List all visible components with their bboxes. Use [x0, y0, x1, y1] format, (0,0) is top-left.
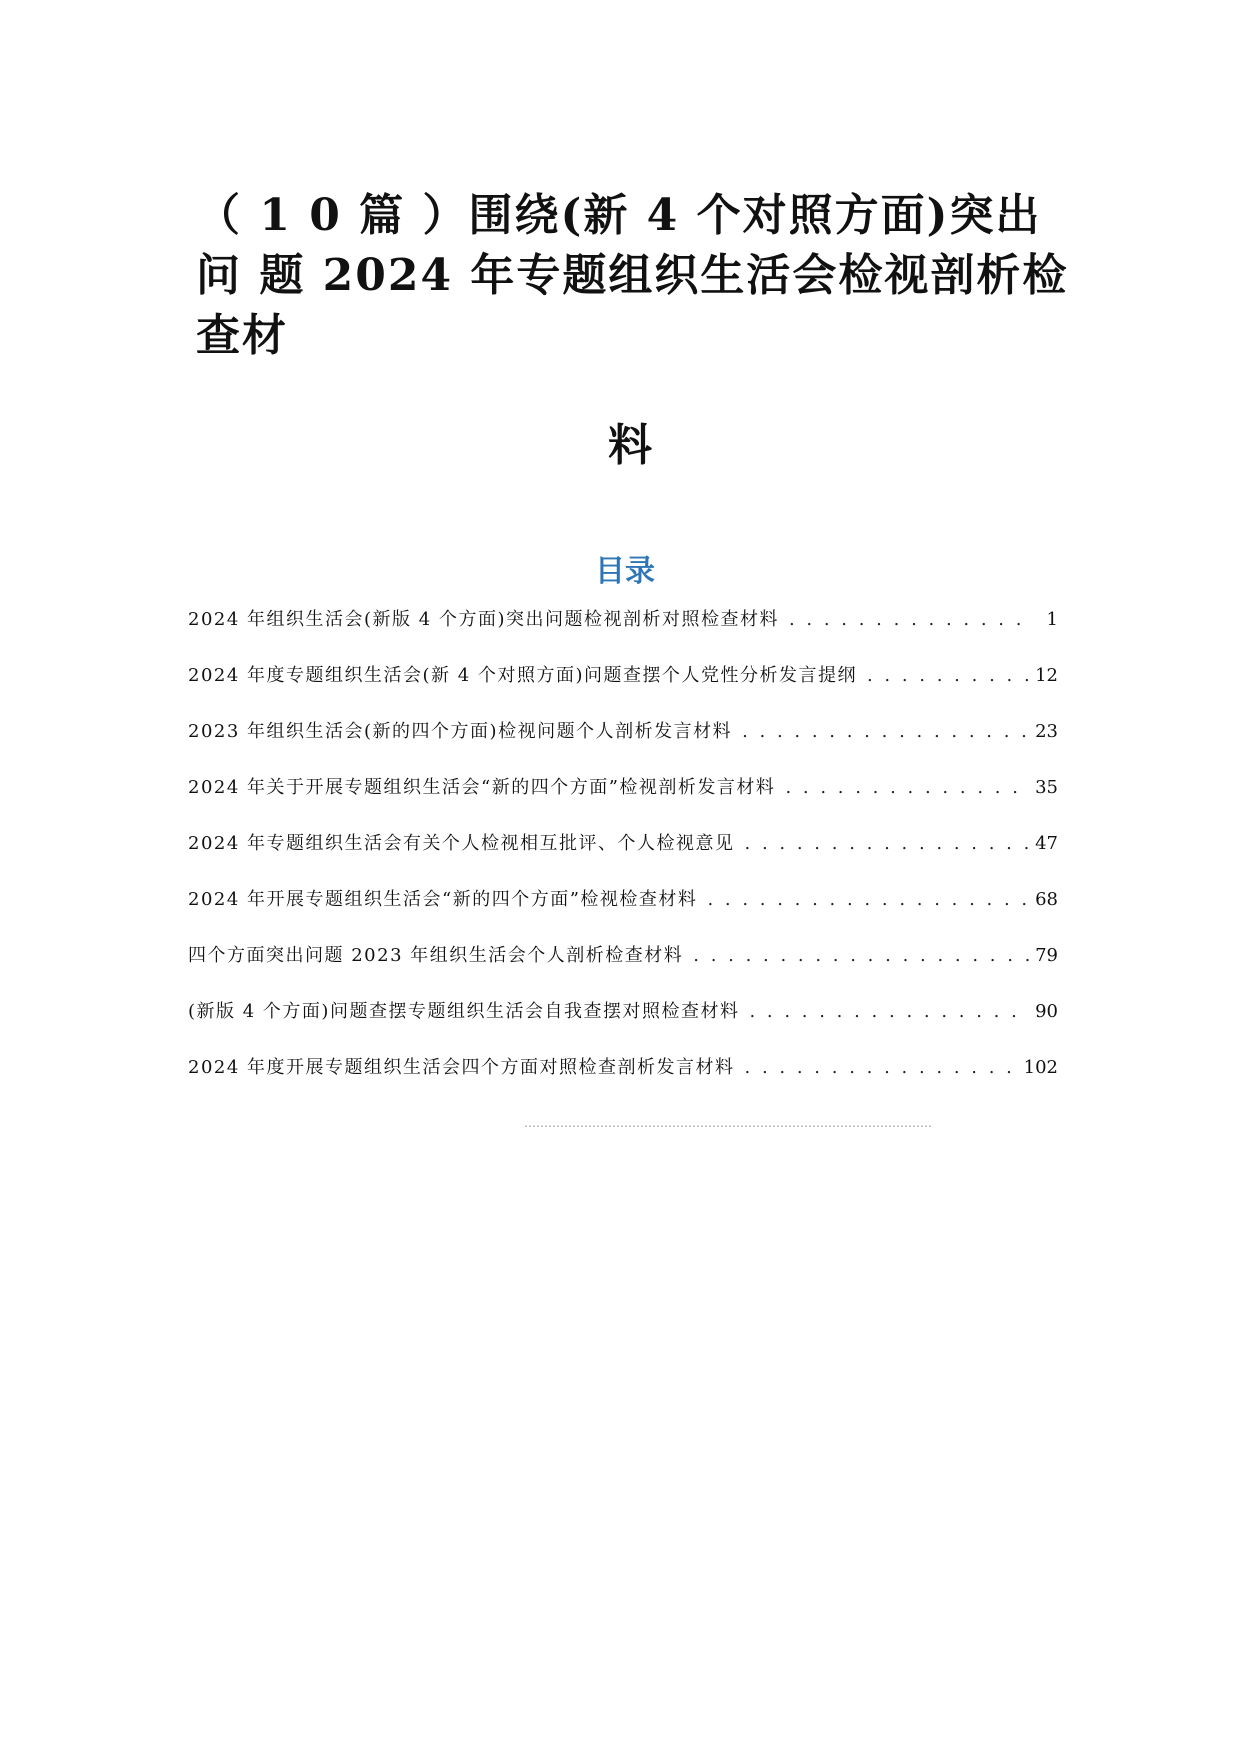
toc-entry-title: 2024 年开展专题组织生活会“新的四个方面”检视检查材料	[188, 889, 698, 910]
toc-entry-title: 2024 年组织生活会(新版 4 个方面)突出问题检视剖析对照检查材料	[188, 609, 779, 630]
title-line-1: （ 1 0 篇 ）围绕(新 4 个对照方面)突出	[196, 190, 1042, 241]
toc-dot-leader	[749, 992, 1029, 1032]
toc-entry[interactable]	[188, 1048, 1058, 1104]
table-of-contents	[188, 600, 1058, 1104]
toc-entry[interactable]	[188, 936, 1058, 992]
toc-entry-title: 2024 年专题组织生活会有关个人检视相互批评、个人检视意见	[188, 833, 735, 854]
toc-entry[interactable]	[188, 824, 1058, 880]
toc-page-number: 23	[1035, 721, 1058, 742]
toc-page-number: 90	[1035, 1001, 1058, 1022]
toc-entry[interactable]	[188, 992, 1058, 1048]
toc-dot-leader	[785, 768, 1029, 808]
toc-entry[interactable]	[188, 712, 1058, 768]
toc-dot-leader	[707, 880, 1029, 920]
document-title	[196, 186, 1069, 366]
toc-page-number: 1	[1046, 609, 1058, 630]
toc-entry[interactable]	[188, 600, 1058, 656]
toc-dot-leader	[693, 936, 1029, 976]
toc-page-number: 68	[1035, 889, 1058, 910]
toc-page-number: 47	[1035, 833, 1058, 854]
toc-entry[interactable]	[188, 656, 1058, 712]
toc-page-number: 79	[1035, 945, 1058, 966]
footer-dotted-rule: …………………………………………………………………………………………	[524, 1116, 932, 1130]
toc-dot-leader	[789, 600, 1030, 640]
title-line-3: 查材	[196, 310, 288, 361]
toc-entry-title: 2024 年度专题组织生活会(新 4 个对照方面)问题查摆个人党性分析发言提纲	[188, 665, 857, 686]
toc-entry[interactable]	[188, 880, 1058, 936]
title-tail: 料	[608, 420, 652, 471]
title-line-2: 问 题 2024 年专题组织生活会检视剖析检	[196, 250, 1069, 301]
toc-page-number: 102	[1023, 1057, 1058, 1078]
toc-entry-title: 2023 年组织生活会(新的四个方面)检视问题个人剖析发言材料	[188, 721, 733, 742]
toc-entry-title: 2024 年度开展专题组织生活会四个方面对照检查剖析发言材料	[188, 1057, 735, 1078]
toc-page-number: 35	[1035, 777, 1058, 798]
toc-dot-leader	[745, 824, 1030, 864]
toc-entry[interactable]	[188, 768, 1058, 824]
toc-entry-title: (新版 4 个方面)问题查摆专题组织生活会自我查摆对照检查材料	[188, 1001, 740, 1022]
toc-page-number: 12	[1035, 665, 1058, 686]
toc-dot-leader	[867, 656, 1029, 696]
toc-dot-leader	[745, 1048, 1018, 1088]
toc-dot-leader	[742, 712, 1029, 752]
toc-heading: 目录	[595, 554, 655, 589]
toc-entry-title: 四个方面突出问题 2023 年组织生活会个人剖析检查材料	[188, 945, 684, 966]
toc-entry-title: 2024 年关于开展专题组织生活会“新的四个方面”检视剖析发言材料	[188, 777, 776, 798]
